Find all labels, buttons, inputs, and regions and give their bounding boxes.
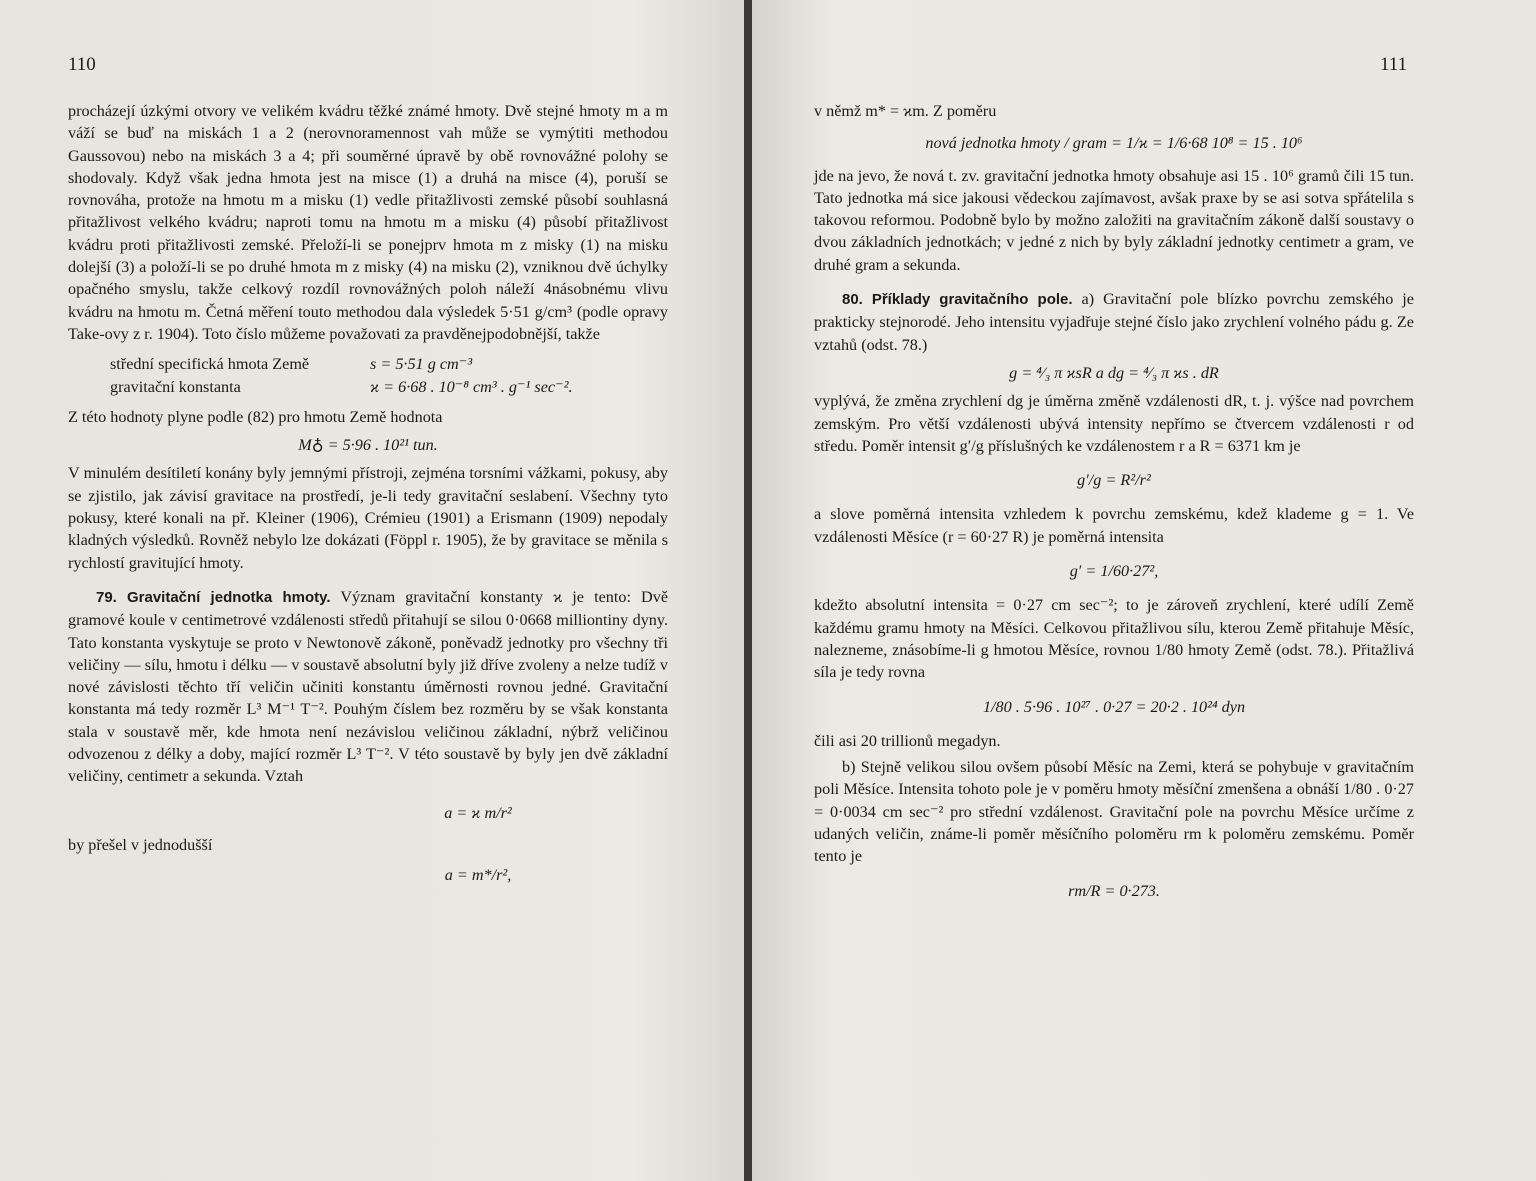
- equation: rm/R = 0·273.: [1068, 881, 1160, 900]
- paragraph: procházejí úzkými otvory ve velikém kvádru těžké známé hmoty. Dvě stejné hmoty m a m váží se buď na miskách 1 a 2 (nerovnoramennost vah může se vymýtiti methodou Gaussovou) nebo na miskách 3 a 4; při souměrné úpravě by obě rovnovážné polohy se shodovaly. Když však jedna hmota jest na misce (1) a druhá na misce (4), poruší se rovnováha, protože na hmotu m a misku (1) vedle přitažlivosti zemské působí souhlasná přitažlivost velkého kvádru; naproti tomu na hmotu m a misku (4) působí přitažlivost kvádru proti přitažlivosti zemské. Přeloží-li se ponejprv hmota m z misky (1) na misku dolejší (3) a položí-li se po druhé hmota m z misky (4) na misku (2), vzniknou dvě úchylky opačného smyslu, takže celkový rozdíl rovnovážných poloh náleží 4násobnému vlivu kvádru na hmotu m. Četná měření touto methodou dala výsledek 5·51 g/cm³ (podle opravy Take-ovy z r. 1904). Toto číslo můžeme považovati za pravděnejpodobnější, takže: [68, 102, 668, 343]
- equation-row: [68, 353, 668, 375]
- right-page-body: [814, 100, 1414, 914]
- equation: a = m*/r²,: [444, 866, 512, 885]
- paragraph: čili asi 20 trillionů megadyn.: [814, 731, 1001, 750]
- section-80: [814, 288, 1414, 356]
- paragraph: jde na jevo, že nová t. zv. gravitační jednotka hmoty obsahuje asi 15 . 10⁶ gramů čili 15 tun. Tato jednotka má sice jakousi vědeckou zajímavost, avšak praxe by se asi sotva spřátelila s takovou reformou. Podobně bylo by možno založiti na gravitačním zákoně další soustavy o dvou základních jednotkách; v jedné z nich by byly základní jednotky centimetr a gram, ve druhé gram a sekunda.: [814, 166, 1414, 274]
- equation-row: [68, 376, 668, 398]
- left-page-body: [68, 100, 668, 893]
- equation: ϰ = 6·68 . 10⁻⁸ cm³ . g⁻¹ sec⁻².: [370, 377, 573, 396]
- paragraph: V minulém desítiletí konány byly jemnými přístroji, zejména torsními vážkami, pokusy, aby se zjistilo, jak závisí gravitace na prostředí, je-li tedy gravitační seslabení. Všechny tyto pokusy, které konali na př. Kleiner (1906), Crémieu (1901) a Erismann (1909) nepodaly kladných výsledků. Rovněž nebylo lze dokázati (Föppl r. 1905), že by gravitace se měnila s rychlostí gravitující hmoty.: [68, 464, 668, 572]
- right-page: [752, 0, 1536, 1181]
- section-number: 80.: [842, 291, 863, 309]
- section-title: Příklady gravitačního pole.: [871, 291, 1073, 309]
- paragraph: kdežto absolutní intensita = 0·27 cm sec⁻²; to je zároveň zrychlení, které udílí Země každému gramu hmoty na Měsíci. Celkovou přitažlivou sílu, kterou Země přitahuje Měsíc, nalezneme, znásobíme-li g hmotou Měsíce, rovnou 1/80 hmoty Země (odst. 78.). Přitažlivá síla je tedy rovna: [814, 596, 1414, 682]
- paragraph: b) Stejně velikou silou ovšem působí Měsíc na Zemi, která se pohybuje v gravitačním poli Měsíce. Intensita tohoto pole je v poměru hmoty měsíční zmenšena a obnáší 1/80 . 0·27 = 0·0034 cm sec⁻² pro střední vzdálenost. Gravitační pole na povrchu Měsíce určíme z udaných veličin, známe-li poměr měsíčního poloměru rm k poloměru zemskému. Poměr tento je: [814, 758, 1414, 866]
- paragraph: a) Gravitační pole blízko povrchu zemského je prakticky stejnorodé. Jeho intensitu vyjadřuje stejné číslo jako zrychlení volného pádu g. Ze vztahů (odst. 78.): [814, 290, 1414, 354]
- paragraph: vyplývá, že změna zrychlení dg je úměrna změně vzdálenosti dR, t. j. výšce nad povrchem zemským. Pro větší vzdálenosti ubývá intensity nepřímo se čtvercem vzdálenosti r od středu. Poměr intensit g′/g příslušných ke vzdálenostem r a R = 6371 km je: [814, 392, 1414, 455]
- equation: g = ⁴⁄₃ π ϰsR a dg = ⁴⁄₃ π ϰs . dR: [1009, 363, 1219, 382]
- left-page: [0, 0, 748, 1181]
- equation-label: gravitační konstanta: [110, 377, 241, 396]
- page-number: 110: [68, 54, 96, 75]
- paragraph: Z této hodnoty plyne podle (82) pro hmotu Země hodnota: [68, 407, 443, 426]
- equation: M♁ = 5·96 . 10²¹ tun.: [298, 436, 438, 455]
- equation-label: střední specifická hmota Země: [110, 355, 310, 374]
- paragraph: by přešel v jednodušší: [68, 835, 213, 854]
- equation: nová jednotka hmoty / gram = 1/ϰ = 1/6·68 10⁸ = 15 . 10⁶: [925, 134, 1303, 153]
- section-79: [68, 586, 668, 788]
- equation: s = 5·51 g cm⁻³: [370, 355, 473, 374]
- paragraph: v němž m* = ϰm. Z poměru: [814, 102, 997, 120]
- equation: a = ϰ m/r²: [444, 803, 512, 822]
- section-number: 79.: [96, 588, 117, 606]
- paragraph: a slove poměrná intensita vzhledem k povrchu zemskému, kdež klademe g = 1. Ve vzdálenosti Měsíce (r = 60·27 R) je poměrná intensita: [814, 505, 1414, 546]
- page-number: 111: [1380, 54, 1408, 75]
- equation: 1/80 . 5·96 . 10²⁷ . 0·27 = 20·2 . 10²⁴ dyn: [982, 697, 1246, 716]
- section-title: Gravitační jednotka hmoty.: [126, 588, 331, 606]
- equation: g′/g = R²/r²: [1077, 471, 1151, 490]
- equation: g′ = 1/60·27²,: [1069, 562, 1159, 581]
- paragraph: Význam gravitační konstanty ϰ je tento: Dvě gramové koule v centimetrové vzdálenosti středů přitahují se silou 0·0668 milliontiny dyny. Tato konstanta vyskytuje se proto v Newtonově zákoně, poněvadž jednotky pro všechny tři veličiny — sílu, hmotu i délku — v soustavě absolutní byly již dříve zvoleny a nelze tudíž v nové závislosti těchto tří veličin učiniti konstantu úměrnosti rovnou jedné. Gravitační konstanta má tedy rozměr L³ M⁻¹ T⁻². Pouhým číslem bez rozměru by se však konstanta stala v soustavě měr, kde hmota není nezávislou veličinou základní, nýbrž veličinou odvozenou z délky a doby, mající rozměr L³ T⁻². V této soustavě by byly jen dvě základní veličiny, centimetr a sekunda. Vztah: [68, 587, 669, 786]
